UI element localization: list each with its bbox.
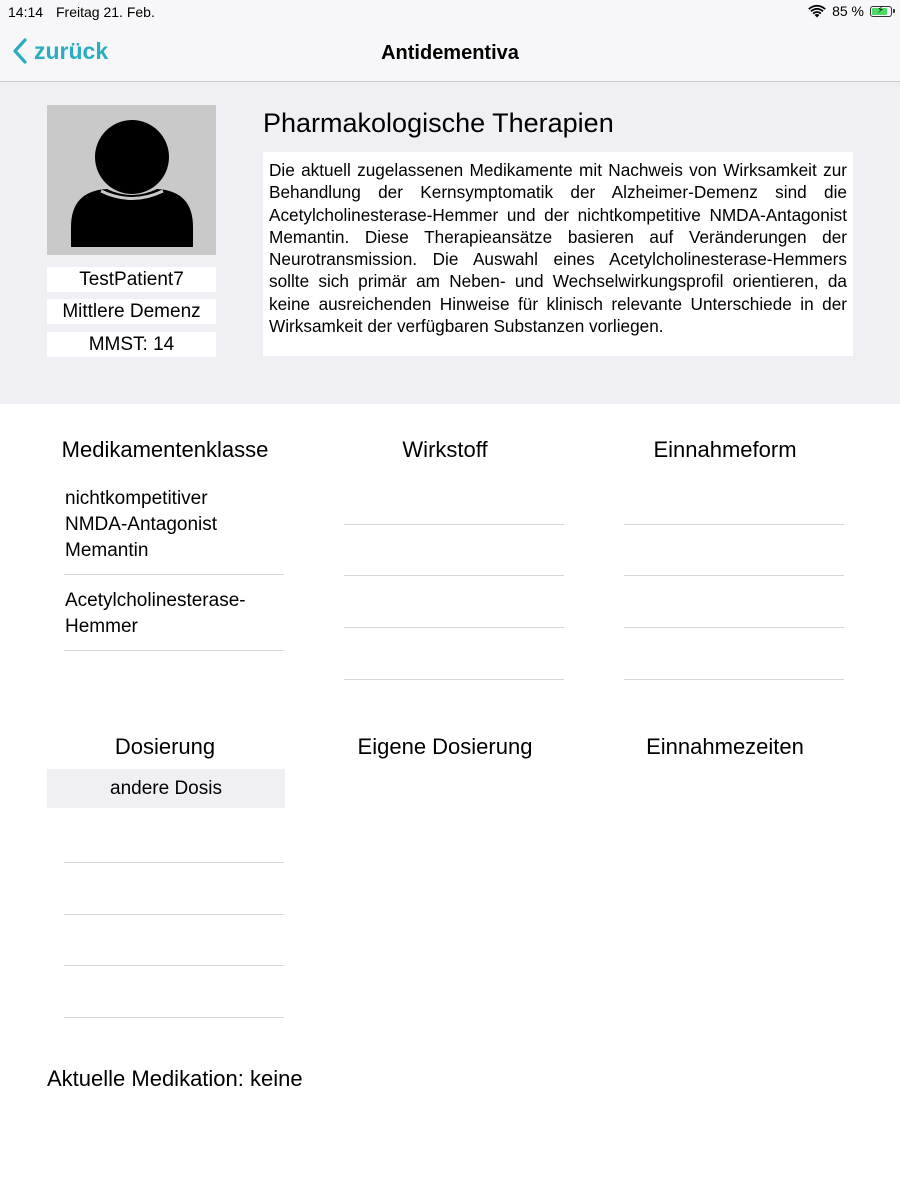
wirkstoff-separator xyxy=(344,627,564,628)
page-title: Antidementiva xyxy=(381,42,519,64)
mmst-score: MMST: 14 xyxy=(47,332,216,357)
list-item-label: Acetylcholinesterase-Hemmer xyxy=(65,590,246,637)
column-header-eigene-dosierung: Eigene Dosierung xyxy=(357,734,533,759)
einnahmeform-separator xyxy=(624,679,844,680)
patient-header xyxy=(0,82,900,404)
list-item-klasse-memantin[interactable] xyxy=(64,486,284,575)
navigation-bar xyxy=(0,24,900,82)
dementia-stage: Mittlere Demenz xyxy=(47,299,216,324)
column-header-einnahmeform: Einnahmeform xyxy=(653,437,797,462)
einnahmeform-separator xyxy=(624,627,844,628)
battery-percent: 85 % xyxy=(832,3,864,19)
column-header-wirkstoff: Wirkstoff xyxy=(402,437,488,462)
dosierung-separator xyxy=(64,965,284,966)
wirkstoff-separator xyxy=(344,524,564,525)
back-button-label: zurück xyxy=(34,37,109,64)
wirkstoff-separator xyxy=(344,575,564,576)
column-header-medikamentenklasse: Medikamentenklasse xyxy=(61,437,269,462)
einnahmeform-separator xyxy=(624,575,844,576)
battery-icon xyxy=(870,6,892,17)
status-bar xyxy=(0,0,900,24)
patient-name: TestPatient7 xyxy=(47,267,216,292)
user-icon xyxy=(47,105,216,255)
list-item-klasse-ache-hemmer[interactable] xyxy=(64,588,284,651)
status-time: 14:14 xyxy=(8,4,44,20)
charging-bolt-icon: ⚡ xyxy=(877,4,885,16)
wifi-icon xyxy=(808,4,826,18)
avatar xyxy=(47,105,216,255)
status-date: Freitag 21. Feb. xyxy=(56,4,155,20)
column-header-dosierung: Dosierung xyxy=(114,734,216,759)
therapy-description[interactable]: Die aktuell zugelassenen Medikamente mit Nachweis von Wirksamkeit zur Behandlung der Kernsymptomatik der Alzheimer-Demenz sind die Acetylcholinesterase-Hemmer und der nichtkompetitive NMDA-Antagonist Memantin. Diese Therapieansätze basieren auf Veränderungen der Neurotransmission. Die Auswahl eines Acetylcholinesterase-Hemmers sollte sich primär am Neben- und Wechselwirkungsprofil orientieren, da keine ausreichenden Hinweise für klinisch relevante Unterschiede in der Wirksamkeit der verfügbaren Substanzen vorliegen. xyxy=(263,152,853,356)
therapy-title: Pharmakologische Therapien xyxy=(263,108,614,138)
dosierung-separator xyxy=(64,914,284,915)
wirkstoff-separator xyxy=(344,679,564,680)
status-right xyxy=(808,3,892,19)
list-item-label: nichtkompetitiver NMDA-Antagonist Memantin xyxy=(65,488,218,561)
other-dose-button[interactable]: andere Dosis xyxy=(47,769,285,808)
dosierung-separator xyxy=(64,1017,284,1018)
current-medication: Aktuelle Medikation: keine xyxy=(47,1066,303,1091)
dosierung-separator xyxy=(64,862,284,863)
einnahmeform-separator xyxy=(624,524,844,525)
column-header-einnahmezeiten: Einnahmezeiten xyxy=(646,734,804,759)
